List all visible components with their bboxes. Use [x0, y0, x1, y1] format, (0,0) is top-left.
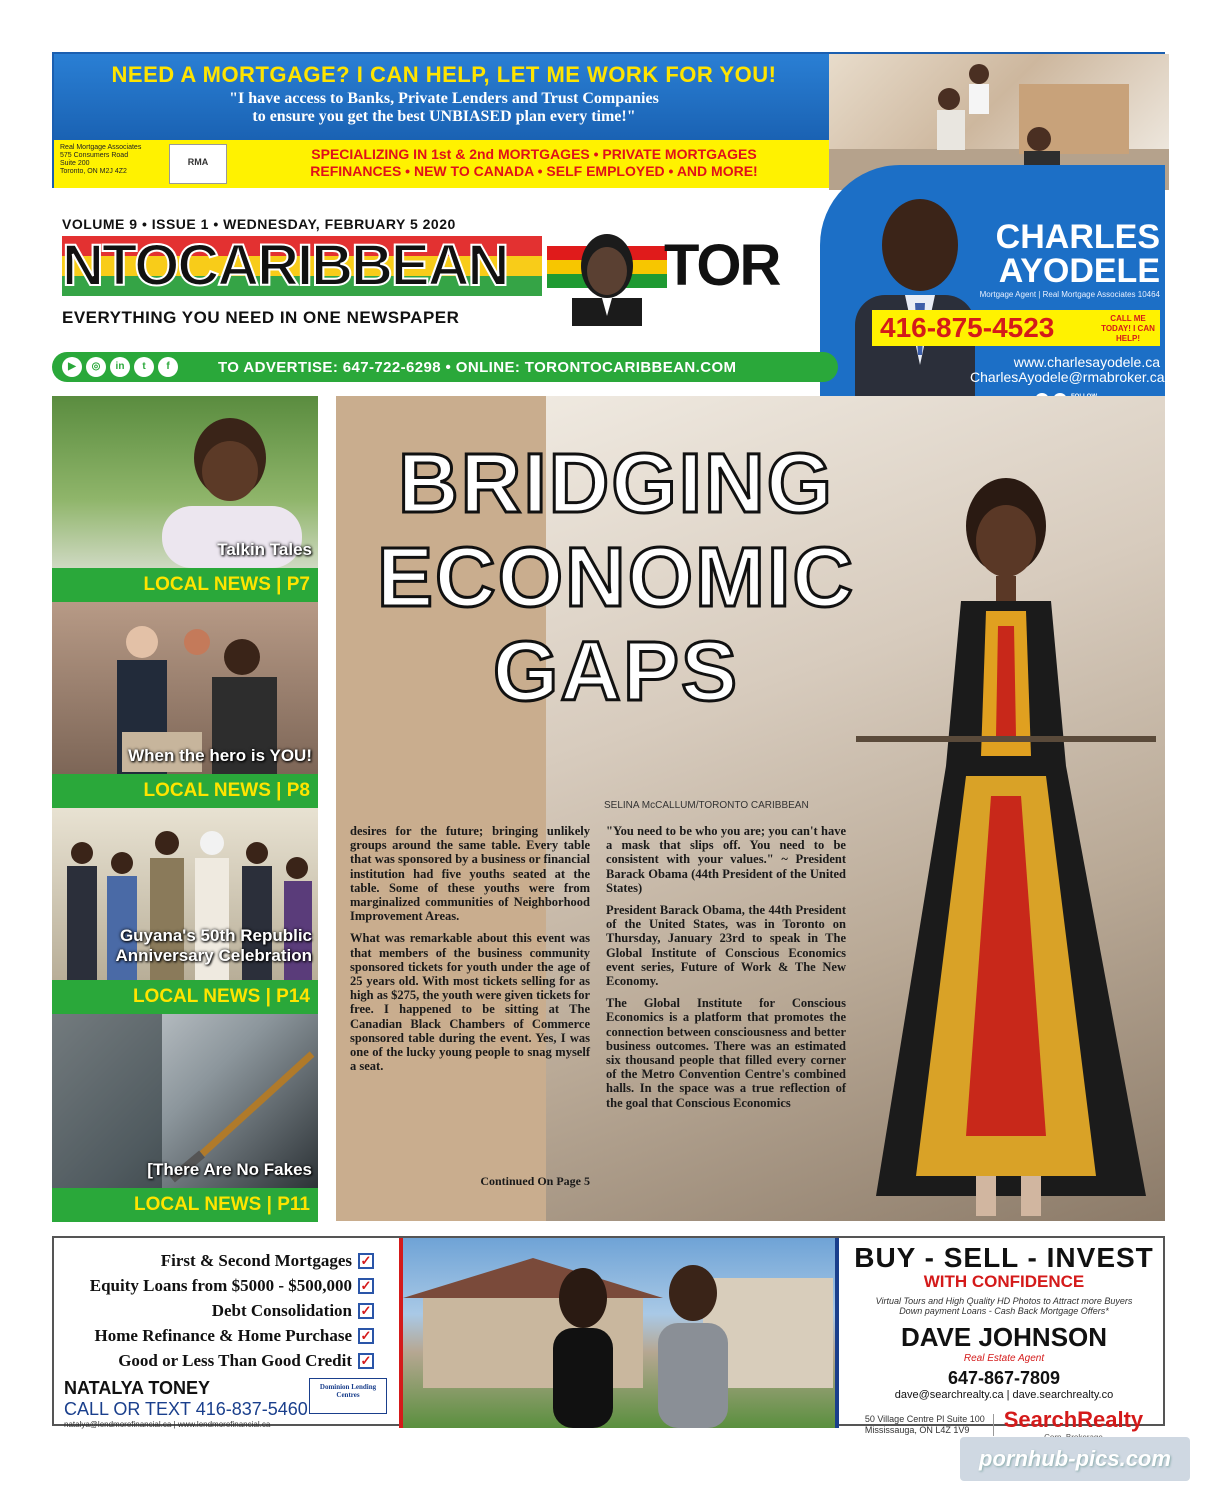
headline-line: BRIDGING: [398, 436, 834, 530]
issue-line: VOLUME 9 • ISSUE 1 • WEDNESDAY, FEBRUARY 5 2020: [62, 216, 456, 232]
toney-name: NATALYA TONEY: [64, 1378, 211, 1398]
twitter-icon[interactable]: t: [134, 357, 154, 377]
story-caption: When the hero is YOU!: [128, 746, 312, 765]
agent-portrait: [830, 175, 970, 415]
instagram-icon[interactable]: ◎: [86, 357, 106, 377]
ad-quote-line: to ensure you get the best UNBIASED plan every time!": [252, 108, 636, 125]
checkbox-icon: ✓: [358, 1328, 374, 1344]
feature-label: Good or Less Than Good Credit: [118, 1350, 352, 1370]
agent-name: [970, 220, 1160, 288]
mortgage-features: [64, 1248, 374, 1373]
checkbox-icon: ✓: [358, 1303, 374, 1319]
social-icons: [62, 357, 178, 377]
sidebar-story[interactable]: [52, 808, 318, 1014]
story-section-label[interactable]: LOCAL NEWS | P7: [52, 568, 318, 602]
dave-phone[interactable]: 647-867-7809: [947, 1368, 1061, 1388]
paper-logo: [62, 233, 542, 298]
agents-house-photo: [399, 1238, 839, 1428]
agent-card[interactable]: [820, 165, 1165, 420]
article-paragraph: desires for the future; bringing unlikely groups around the same table. Every table that was sponsored by a business or financial institution had five youths seated at the table. Some of these youths were from marginalized communities of Neighborhood Improvement Areas.: [350, 824, 590, 924]
article-paragraph: The Global Institute for Conscious Economics is a platform that promotes the connection between consciousness and better business outcomes. There was an estimated six thousand people that filled every corner of the Metro Convention Centre's combined halls. In the space was a true reflection of the goal that Conscious Economics: [606, 996, 846, 1110]
story-caption: Guyana's 50th Republic Anniversary Celebration: [115, 926, 312, 965]
story-caption: [There Are No Fakes: [147, 1160, 312, 1179]
dave-contact[interactable]: dave@searchrealty.ca | dave.searchrealty.co: [894, 1389, 1114, 1401]
agent-subtitle: Mortgage Agent | Real Mortgage Associates 10464: [979, 290, 1160, 299]
feature-item: [64, 1348, 374, 1373]
ad-headline: NEED A MORTGAGE? I CAN HELP, LET ME WORK FOR YOU!: [111, 62, 777, 87]
buy-sell-invest: BUY - SELL - INVEST: [854, 1242, 1154, 1273]
call-me-label: CALL ME TODAY! I CAN HELP!: [1101, 314, 1155, 343]
story-section-label[interactable]: LOCAL NEWS | P11: [52, 1188, 318, 1222]
ad-specialties: [244, 146, 824, 180]
brand-name: SearchRealty: [1003, 1407, 1144, 1432]
ad-quote: [94, 90, 794, 126]
facebook-icon[interactable]: f: [158, 357, 178, 377]
feature-label: First & Second Mortgages: [160, 1250, 352, 1270]
dave-title: Real Estate Agent: [963, 1353, 1045, 1364]
sidebar-story[interactable]: [52, 396, 318, 602]
feature-item: [64, 1248, 374, 1273]
specialty-line: SPECIALIZING IN 1st & 2nd MORTGAGES • PRIVATE MORTGAGES: [311, 146, 757, 162]
masthead: [52, 216, 822, 336]
article-paragraph: "You need to be who you are; you can't have a mask that slips off. You need to be consistent with your values." ~ President Barack Obama (44th President of the United States): [606, 824, 846, 895]
agent-email-link[interactable]: CharlesAyodele@rmabroker.ca: [970, 369, 1165, 385]
logo-tor: TOR: [664, 233, 780, 298]
story-section-label[interactable]: LOCAL NEWS | P14: [52, 980, 318, 1014]
specialty-line: REFINANCES • NEW TO CANADA • SELF EMPLOYED • AND MORE!: [310, 163, 758, 179]
with-confidence: WITH CONFIDENCE: [923, 1272, 1085, 1291]
dominion-logo: Dominion Lending Centres: [309, 1378, 387, 1414]
watermark: pornhub-pics.com: [960, 1437, 1190, 1481]
headline-line: ECONOMIC: [377, 530, 855, 624]
toney-email[interactable]: natalya@lendmorefinancial.ca | www.lendmorefinancial.ca: [64, 1420, 271, 1429]
feature-label: Debt Consolidation: [211, 1300, 352, 1320]
feature-woman-photo: [856, 436, 1156, 1221]
checkbox-icon: ✓: [358, 1278, 374, 1294]
story-section-label[interactable]: LOCAL NEWS | P8: [52, 774, 318, 808]
agent-name-line: CHARLES: [995, 218, 1160, 256]
feature-item: [64, 1323, 374, 1348]
realty-ad[interactable]: [52, 1236, 1165, 1435]
byline: SELINA McCALLUM/TORONTO CARIBBEAN: [604, 800, 809, 811]
tagline: EVERYTHING YOU NEED IN ONE NEWSPAPER: [62, 308, 460, 327]
sidebar-story[interactable]: [52, 1014, 318, 1222]
sidebar-story[interactable]: [52, 602, 318, 808]
brokerage-address: 50 Village Centre Pl Suite 100 Mississauga, ON L4Z 1V9: [865, 1414, 994, 1436]
feature-label: Home Refinance & Home Purchase: [94, 1325, 352, 1345]
agents-illustration: [403, 1238, 835, 1428]
toney-phone[interactable]: CALL OR TEXT 416-837-5460: [64, 1399, 308, 1419]
article-column: [350, 824, 590, 1081]
dave-section: [844, 1242, 1164, 1442]
rma-logo: RMA: [169, 144, 227, 184]
linkedin-icon[interactable]: in: [110, 357, 130, 377]
offer-line: Down payment Loans - Cash Back Mortgage Offers*: [899, 1306, 1109, 1316]
story-caption: Talkin Tales: [217, 540, 312, 559]
feature-item: [64, 1273, 374, 1298]
continued-note[interactable]: Continued On Page 5: [480, 1174, 590, 1188]
logo-text: NTOCARIBBEAN: [62, 233, 508, 298]
youtube-icon[interactable]: ▶: [62, 357, 82, 377]
checkbox-icon: ✓: [358, 1353, 374, 1369]
ad-quote-line: "I have access to Banks, Private Lenders and Trust Companies: [229, 90, 659, 107]
article-paragraph: President Barack Obama, the 44th President of the United States, was in Toronto on Thursday, January 23rd to speak in The Global Institute of Conscious Economics event series, Future of Work & The New Economy.: [606, 903, 846, 989]
advertise-bar: [52, 352, 838, 382]
checkbox-icon: ✓: [358, 1253, 374, 1269]
advertise-text[interactable]: TO ADVERTISE: 647-722-6298 • ONLINE: TORONTOCARIBBEAN.COM: [218, 358, 737, 376]
rma-address: Real Mortgage Associates 575 Consumers Road Suite 200 Toronto, ON M2J 4Z2: [60, 144, 142, 175]
agent-phone[interactable]: 416-875-4523: [872, 310, 1160, 346]
agent-name-line: AYODELE: [998, 252, 1160, 290]
feature-story: [336, 396, 1165, 1221]
agent-website-link[interactable]: www.charlesayodele.ca: [1013, 354, 1160, 370]
article-column: [606, 824, 846, 1118]
feature-item: [64, 1298, 374, 1323]
headline-line: GAPS: [492, 624, 740, 718]
dave-name: DAVE JOHNSON: [900, 1322, 1108, 1352]
feature-headline: [376, 436, 856, 718]
agent-contact: [970, 354, 1165, 385]
offer-line: Virtual Tours and High Quality HD Photos to Attract more Buyers: [875, 1296, 1133, 1306]
article-paragraph: What was remarkable about this event was that members of the business community sponsored tickets for youth under the age of 25 years old. With most tickets selling for as high as $275, the youth were given tickets for free. I happened to be sitting at The Canadian Black Chambers of Commerce sponsored table during the event. Yes, I was one of the lucky young people to snag myself a seat.: [350, 931, 590, 1074]
feature-label: Equity Loans from $5000 - $500,000: [89, 1275, 352, 1295]
